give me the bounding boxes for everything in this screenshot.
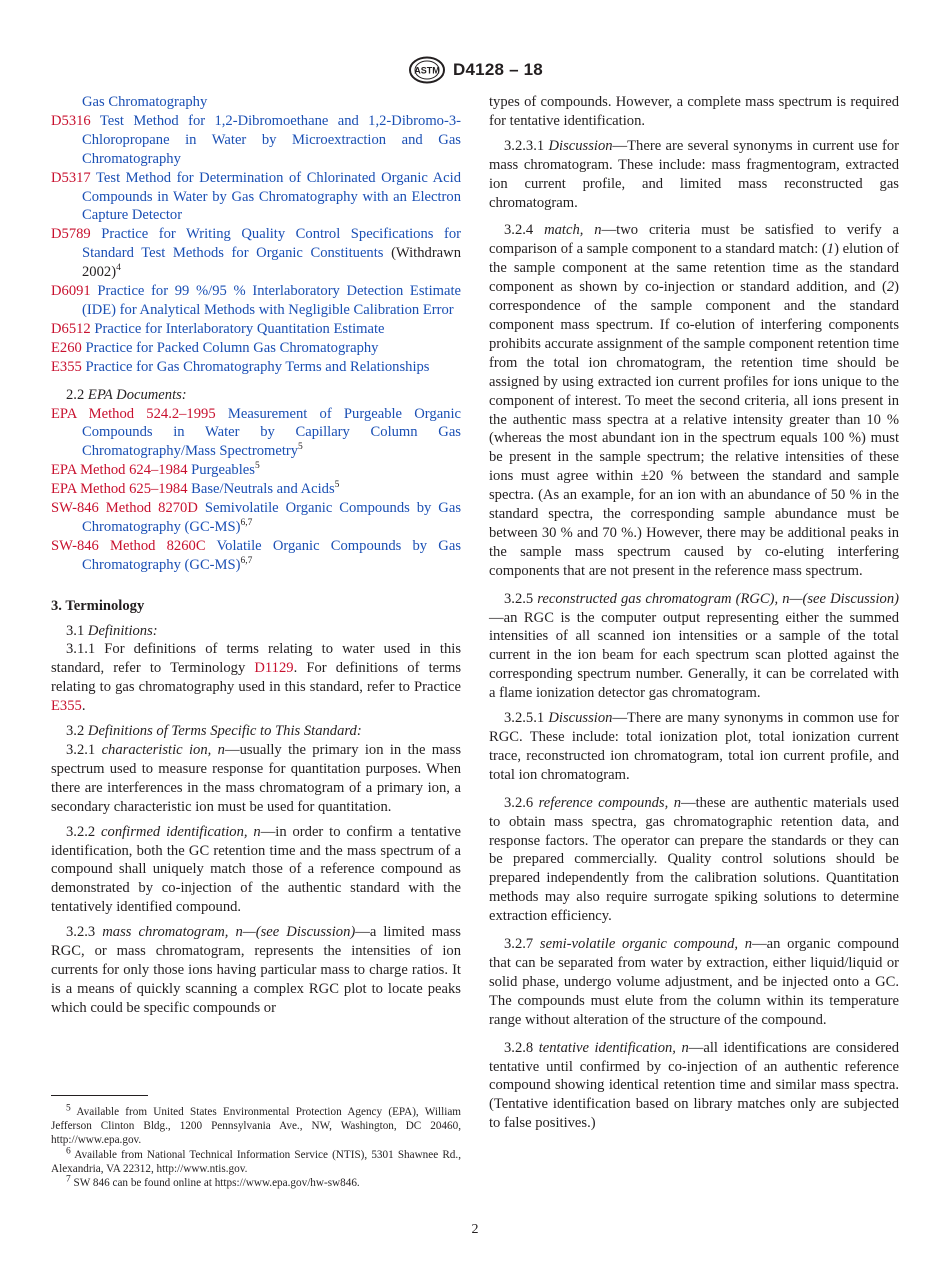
reference-epa-625[interactable]: EPA Method 625–1984 Base/Neutrals and Acids$^5$ [51, 480, 340, 498]
link-e355[interactable]: E355 [51, 698, 82, 715]
reference-epa-624[interactable]: EPA Method 624–1984 Purgeables$^5$ [51, 461, 260, 479]
left-column [51, 93, 461, 1018]
paragraph-3-2-5-1: 3.2.5.1 Discussion—There are many synonyms in common use for RGC. These include: total ionization plot, total ionization current trace, reconstructed ion chromatogram, total ion current profile, and total ion chromatogram. [489, 710, 899, 783]
paragraph-3-2: 3.2 Definitions of Terms Specific to This Standard: [66, 723, 362, 740]
paragraph-3-2-8: 3.2.8 tentative identification, n—all identifications are considered tentative until confirmed by co-injection of an authentic reference compound showing identical retention time and similar mass spectra. (Tentative identification based on library matches only are subjected to false positives.) [489, 1039, 899, 1132]
reference-d5316[interactable]: D5316 Test Method for 1,2-Dibromoethane and 1,2-Dibromo-3-Chloropropane in Water by Microextraction and Gas Chromatography [51, 112, 461, 167]
paragraph-3-2-3: 3.2.3 mass chromatogram, n—(see Discussion)—a limited mass RGC, or mass chromatogram, represents the intensities of ion currents for only those ions having particular mass to charge ratios. It is a means of quickly scanning a complex RGC plot to locate peaks which could be specific compounds or [51, 924, 461, 1016]
reference-sw846-8260c[interactable]: SW-846 Method 8260C Volatile Organic Compounds by Gas Chromatography $(GC-MS)^{6,7}$ [51, 537, 462, 573]
paragraph-3-2-7: 3.2.7 semi-volatile organic compound, n—an organic compound that can be separated from water by extraction, either liquid/liquid or solid phase, undergo volume adjustment, and be injected onto a GC. The compounds must elute from the column within its temperature range without alteration of the structure of the compound. [489, 936, 899, 1028]
reference-d6091[interactable]: D6091 Practice for 99 %/95 % Interlaboratory Detection Estimate (IDE) for Analytical Methods with Negligible Calibration Error [51, 283, 461, 318]
reference-sw846-8270d[interactable]: SW-846 Method 8270D Semivolatile Organic Compounds by Gas Chromatography $(GC-MS)^{6,7}$ [51, 500, 462, 535]
paragraph-3-2-3-continued: types of compounds. However, a complete mass spectrum is required for tentative identification. [489, 94, 899, 129]
page-number: 2 [471, 1222, 479, 1237]
reference-d5789[interactable]: D5789 Practice for Writing Quality Control Specifications for Standard Test Methods for Organic Constituents (Withdrawn 2002)$^4$ [51, 226, 461, 281]
footnote-6: $^6$ Available from National Technical Information Service (NTIS), 5301 Shawnee Rd., Alexandria, VA 22312, http://www.ntis.gov. [51, 1145, 461, 1175]
paragraph-3-2-5: 3.2.5 reconstructed gas chromatogram (RGC), n—(see Discussion)—an RGC is the computer output representing either the summed intensities of all scanned ion intensities or a sample of the total current in the ion beam for each spectrum scan plotted against the corresponding spectrum number. Generally, it can be correlated with a flame ionization detector gas chromatogram. [489, 590, 899, 702]
paragraph-3-1: 3.1 Definitions: [66, 622, 158, 639]
paragraph-3-2-3-1: 3.2.3.1 Discussion—There are several synonyms in current use for mass chromatogram. These include: mass fragmentogram, extracted ion current profile, and limited mass reconstructed gas chromatogram. [489, 137, 899, 211]
paragraph-3-2-6: 3.2.6 reference compounds, n—these are authentic materials used to obtain mass spectra, gas chromatographic retention data, and response factors. The operator can prepare the standards or they can be prepared commercially. Quality control solutions should be prepared independently from the calibration solutions. Quantitation methods may also require surrogate spiking solutions to determine extraction efficiency. [489, 794, 900, 925]
footnote-7: $^7$ SW 846 can be found online at https://www.epa.gov/hw-sw846. [66, 1174, 360, 1190]
right-column [489, 93, 899, 1133]
link-d1129[interactable]: D1129 [254, 660, 294, 677]
reference-d5317[interactable]: D5317 Test Method for Determination of Chlorinated Organic Acid Compounds in Water by Gas Chromatography with an Electron Capture Detector [51, 169, 461, 224]
footnote-divider [51, 1095, 148, 1096]
document-id: D4128 – 18 [453, 60, 543, 79]
paragraph-3-2-1: 3.2.1 characteristic ion, n—usually the primary ion in the mass spectrum used to measure response for quantitation purposes. When there are interferences in the mass chromatogram of a primary ion, a secondary characteristic ion must be used for quantitation. [51, 742, 461, 815]
paragraph-3-2-4: 3.2.4 match, n—two criteria must be satisfied to verify a comparison of a sample component to a standard match: (1) elution of the sample component at the same retention time as the standard component as shown by co-injection or standard addition, and (2) correspondence of the sample component and the standard component mass spectrum. If co-elution of interfering components prohibits accurate assignment of the sample component retention time from the total ion chromatogram, the retention time should be assigned by using extracted ion current profiles for ions unique to the component of interest. To meet the second criteria, all ions present in the authentic mass spectra at a relative intensity greater than 10 % (whereas the most abundant ion in the spectrum equals 100 %) must be present in the sample spectrum; the relative intensities of these ions must agree within ±20 % between the standard and sample spectra. (As an example, for an ion with an abundance of 50 % in the standard spectra, the corresponding sample abundance must be between 30 % and 70 %.) However, there may be additional peaks in the sample mass spectrum caused by co-eluting interfering components that are not present in the reference mass spectrum. [489, 222, 899, 579]
reference-d6512[interactable]: D6512 Practice for Interlaboratory Quantitation Estimate [51, 320, 385, 337]
astm-logo-icon [407, 56, 447, 84]
reference-e355[interactable]: E355 Practice for Gas Chromatography Terms and Relationships [51, 358, 430, 375]
paragraph-3-2-2: 3.2.2 confirmed identification, n—in order to confirm a tentative identification, both the GC retention time and the mass spectrum of a compound shall uniquely match those of a reference compound as demonstrated by co-injection of the authentic standard with the tentatively identified compound. [51, 823, 461, 916]
epa-documents-heading: 2.2 EPA Documents: [66, 386, 187, 403]
astm-logo-text: ASTM [414, 65, 440, 76]
page-header [0, 56, 950, 89]
footnote-5: $^5$ Available from United States Environmental Protection Agency (EPA), William Jefferson Clinton Bldg., 1200 Pennsylvania Ave., NW, Washington, DC 20460, http://www.epa.gov. [51, 1103, 461, 1147]
section-heading-terminology: 3. Terminology [51, 597, 145, 614]
reference-epa-524[interactable]: EPA Method 524.2–1995 Measurement of Purgeable Organic Compounds in Water by Capillary Column Gas Chromatography/Mass Spectrometry$^5$ [51, 405, 461, 460]
paragraph-3-1-1: 3.1.1 For definitions of terms relating to water used in this standard, refer to Terminology D1129. For definitions of terms relating to gas chromatography used in this standard, refer to Practice E355. [51, 641, 461, 715]
footnotes [51, 1105, 461, 1190]
reference-continuation[interactable]: Gas Chromatography [82, 94, 208, 110]
reference-e260[interactable]: E260 Practice for Packed Column Gas Chromatography [51, 339, 379, 356]
